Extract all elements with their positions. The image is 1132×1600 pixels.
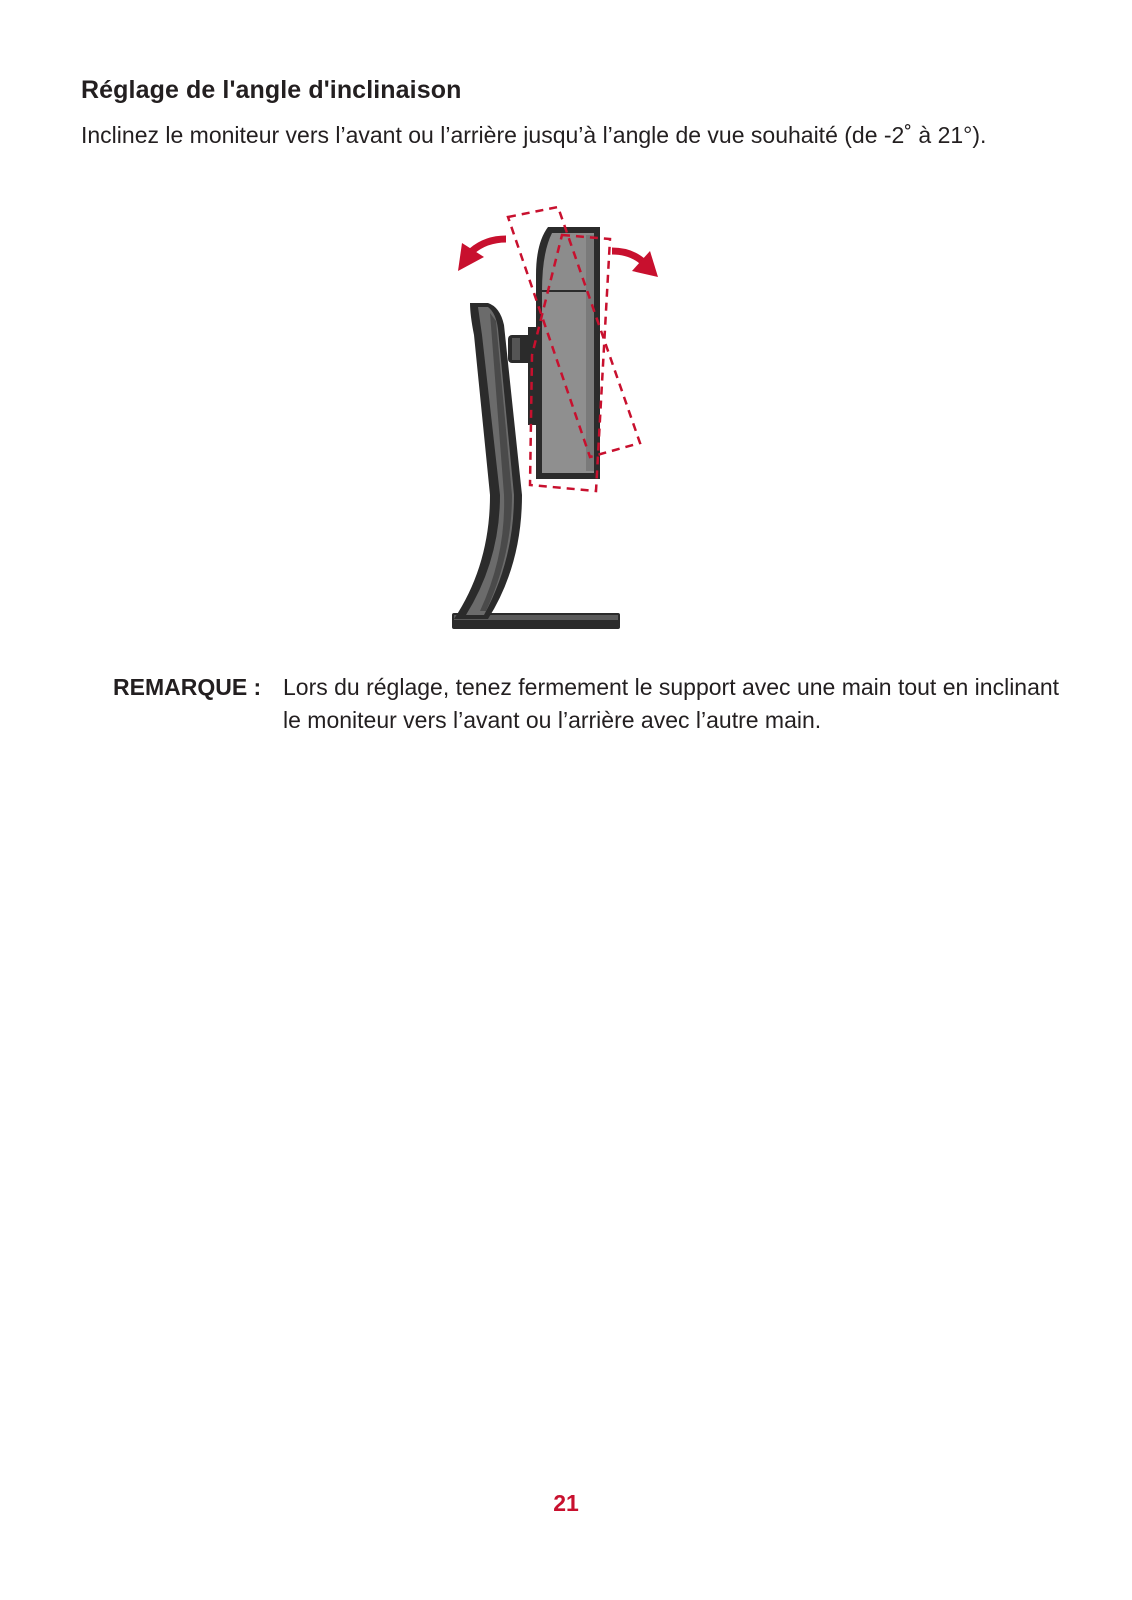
monitor-body-icon	[528, 227, 600, 479]
note-label: REMARQUE :	[113, 674, 262, 700]
monitor-tilt-illustration	[440, 195, 680, 645]
intro-paragraph: Inclinez le moniteur vers l’avant ou l’arrière jusqu’à l’angle de vue souhaité (de -2˚ à 21°).	[81, 122, 987, 148]
note-text: Lors du réglage, tenez fermement le support avec une main tout en inclinant le moniteur vers l’avant ou l’arrière avec l’autre main.	[283, 674, 1060, 733]
tilt-forward-arrow-icon	[612, 251, 658, 277]
tilt-back-arrow-icon	[458, 239, 506, 271]
section-title: Réglage de l'angle d'inclinaison	[81, 76, 462, 104]
page-number: 21	[553, 1490, 579, 1516]
